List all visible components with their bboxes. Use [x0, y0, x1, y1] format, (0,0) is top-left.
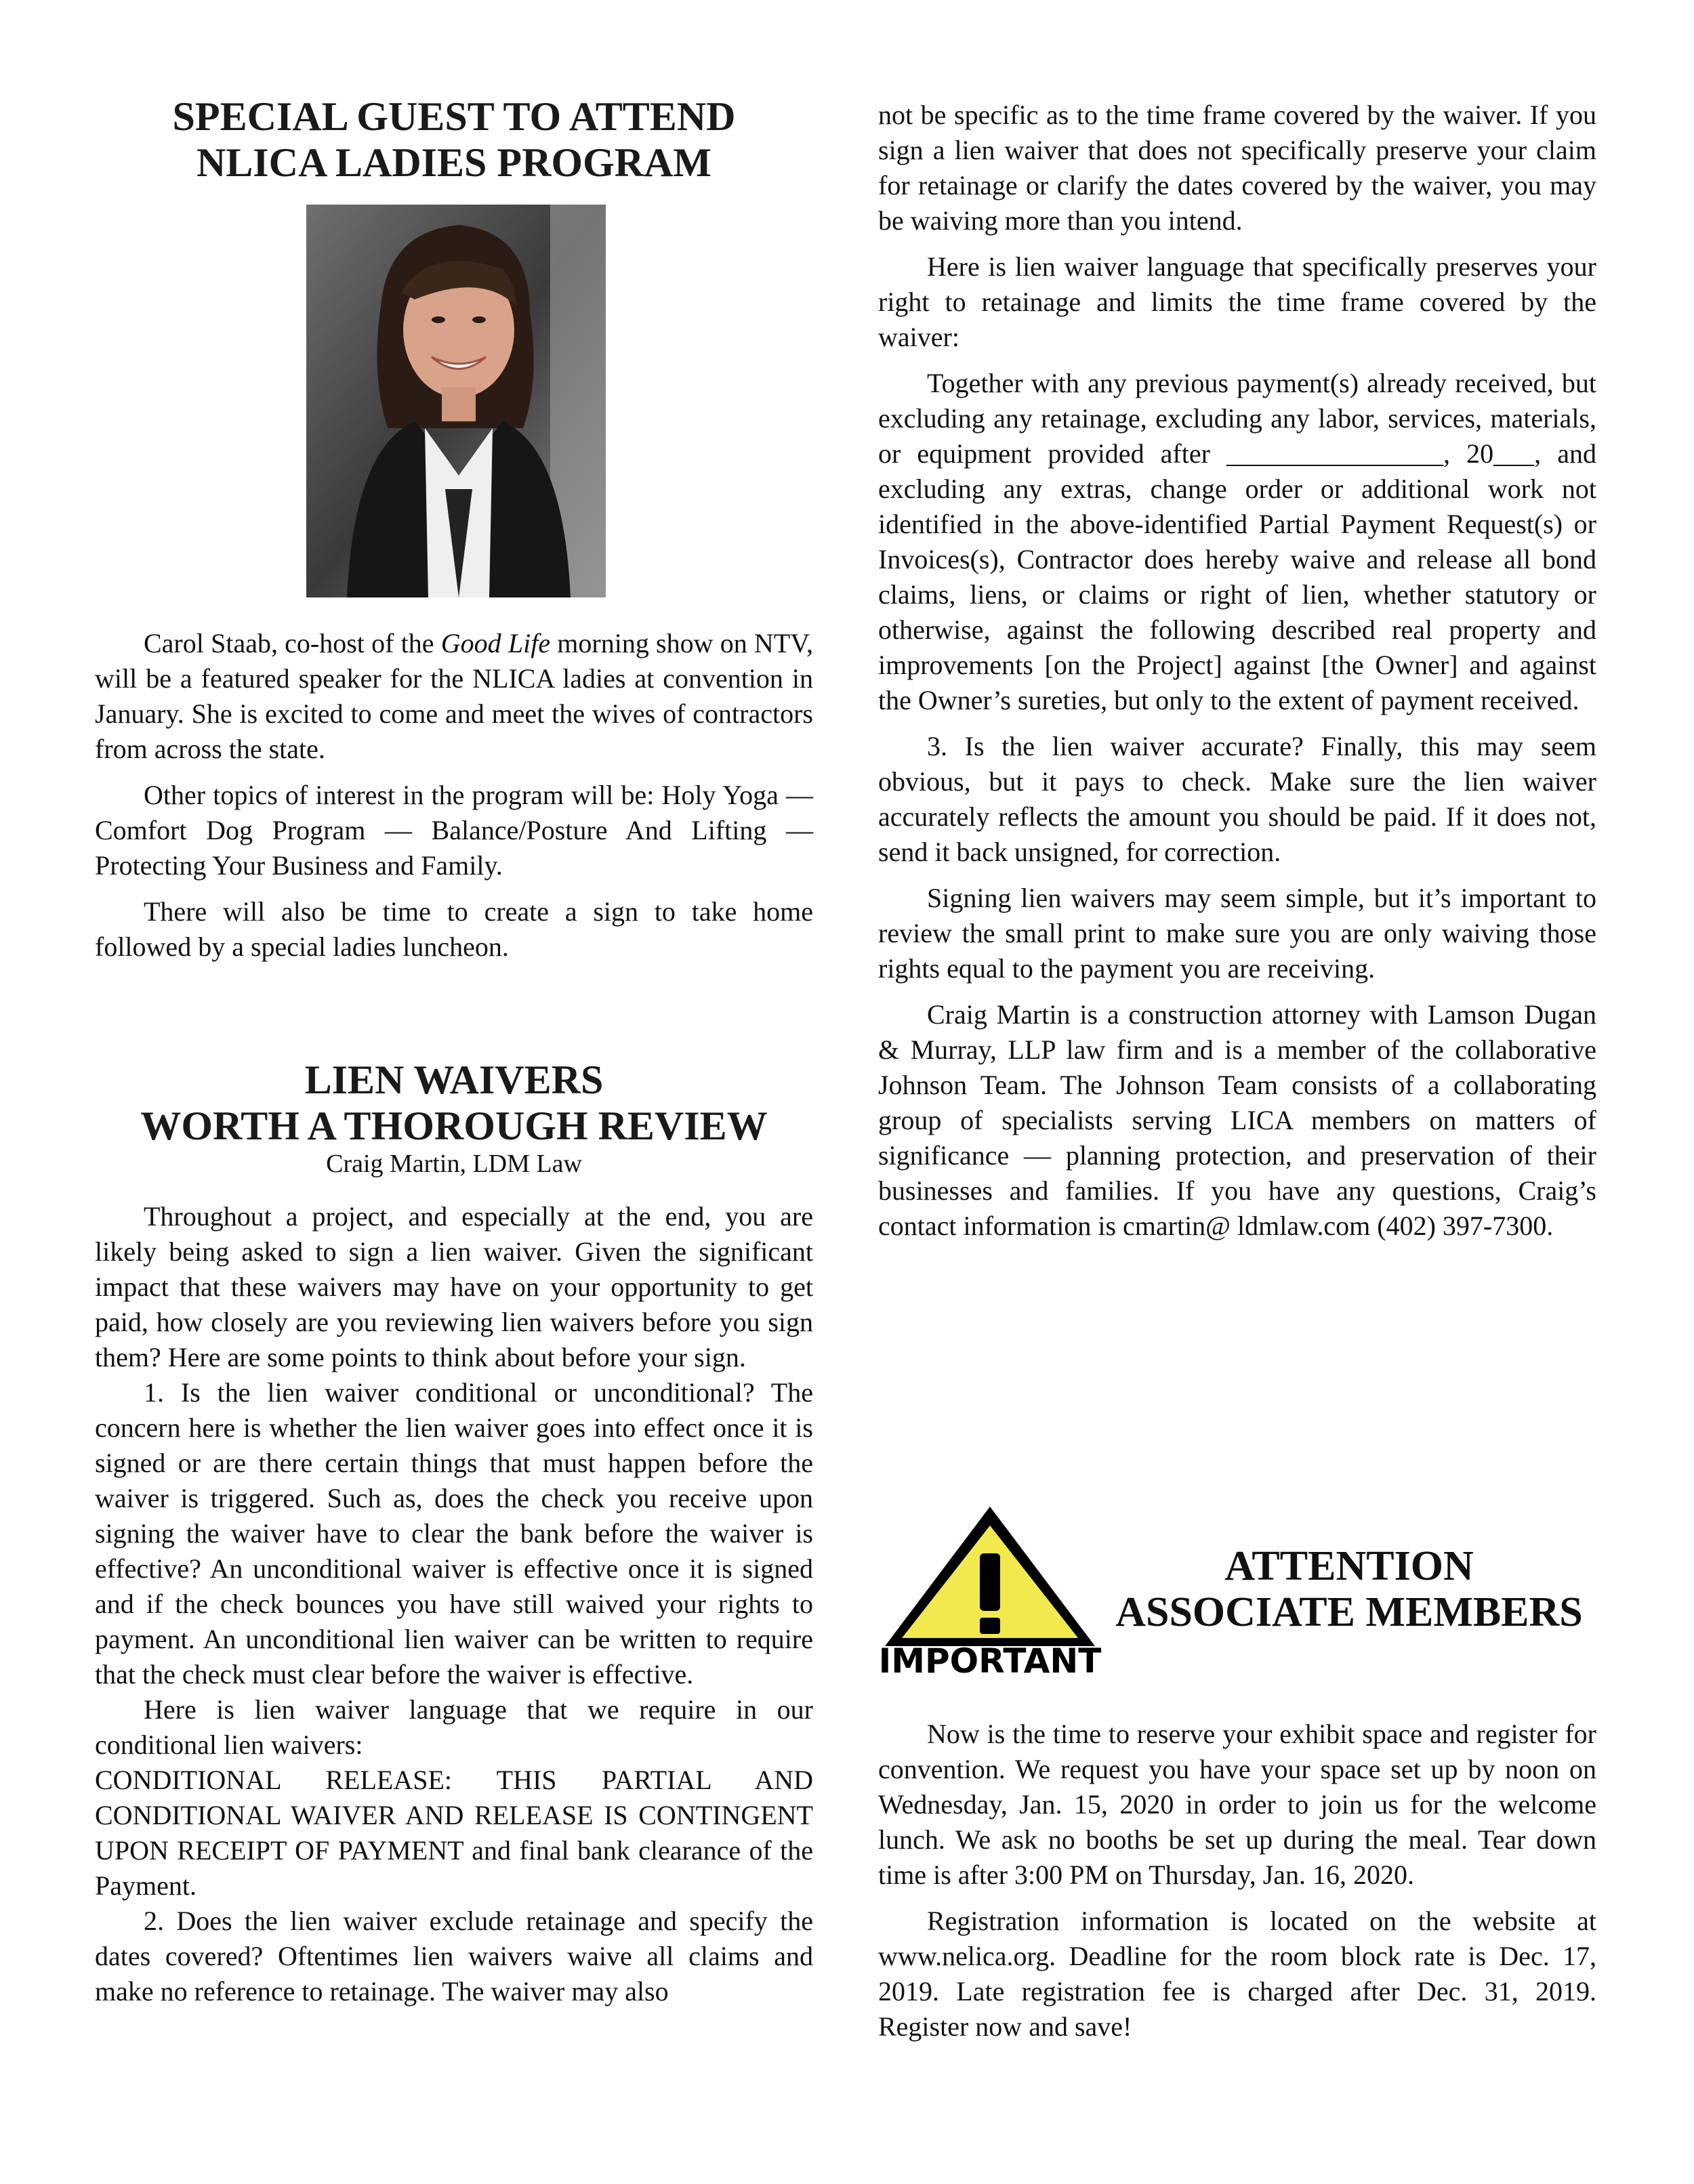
- guest-paragraph-3: There will also be time to create a sign to take home followed by a special ladies luncheon.: [95, 896, 813, 962]
- lien-paragraph-3: Here is lien waiver language that we require in our conditional lien waivers:: [95, 1694, 813, 1760]
- attention-article-body: [878, 1717, 1596, 2055]
- lien-byline: Craig Martin, LDM Law: [326, 1150, 582, 1178]
- attention-paragraph-1: Now is the time to reserve your exhibit space and register for convention. We request you have your space set up by noon on Wednesday, Jan. 15, 2020 in order to join us for the welcome lunch. We ask no booths be set up during the meal. Tear down time is after 3:00 PM on Thursday, Jan. 16, 2020.: [878, 1719, 1596, 1890]
- guest-article-title: [95, 93, 813, 186]
- lien-paragraph-8: Together with any previous payment(s) already received, but excluding any retainage, excluding any labor, services, materials, or equipment provided after ________________, 20___, and excluding any extras, change order or additional work not identified in the above-identified Partial Payment Request(s) or Invoices(s), Contractor does hereby waive and release all bond claims, liens, or claims or right of lien, whether statutory or otherwise, against the following described real property and improvements [on the Project] against [the Owner] and against the Owner’s sureties, but only to the extent of payment received.: [878, 368, 1596, 715]
- lien-paragraph-11: Craig Martin is a construction attorney with Lamson Dugan & Murray, LLP law firm and is a member of the collaborative Johnson Team. The Johnson Team consists of a collaborating group of specialists serving LICA members on matters of significance — planning protection, and preservation of their businesses and families. If you have any questions, Craig’s contact information is cmartin@ ldmlaw.com (402) 397-7300.: [878, 999, 1596, 1241]
- guest-article-body: [95, 626, 813, 975]
- lien-article-body-left: [95, 1199, 813, 2009]
- attention-paragraph-2: Registration information is located on the website at www.nelica.org. Deadline for the room block rate is Dec. 17, 2019. Late registration fee is charged after Dec. 31, 2019. Register now and save!: [878, 1906, 1596, 2042]
- important-label: IMPORTANT: [878, 1641, 1102, 1681]
- guest-p1-text-a: Carol Staab, co-host of the: [144, 628, 441, 658]
- speaker-portrait: [306, 205, 606, 597]
- lien-paragraph-4: CONDITIONAL RELEASE: THIS PARTIAL AND CONDITIONAL WAIVER AND RELEASE IS CONTINGENT UPON RECEIPT OF PAYMENT and final bank clearance of the Payment.: [95, 1765, 813, 1901]
- show-name: Good Life: [440, 628, 551, 658]
- lien-paragraph-5: 2. Does the lien waiver exclude retainage and specify the dates covered? Oftentimes lien waivers waive all claims and make no reference to retainage. The waiver may also: [95, 1906, 813, 2007]
- lien-paragraph-10: Signing lien waivers may seem simple, but it’s important to review the small print to make sure you are only waiving those rights equal to the payment you are receiving.: [878, 883, 1596, 984]
- guest-paragraph-2: Other topics of interest in the program will be: Holy Yoga — Comfort Dog Program — Balance/Posture And Lifting — Protecting Your Business and Family.: [95, 780, 813, 881]
- lien-title-line-1: LIEN WAIVERS: [304, 1057, 604, 1102]
- lien-paragraph-1: Throughout a project, and especially at the end, you are likely being asked to sign a lien waiver. Given the significant impact that these waivers may have on your opportunity to get paid, how closely are you reviewing lien waivers before you sign them? Here are some points to think about before your sign.: [95, 1201, 813, 1372]
- lien-paragraph-9: 3. Is the lien waiver accurate? Finally, this may seem obvious, but it pays to check. Make sure the lien waiver accurately reflects the amount you should be paid. If it does not, send it back unsigned, for correction.: [878, 731, 1596, 867]
- lien-paragraph-6: not be specific as to the time frame covered by the waiver. If you sign a lien waiver that does not specifically preserve your claim for retainage or clarify the dates covered by the waiver, you may be waiving more than you intend.: [878, 100, 1596, 236]
- guest-p1-text-b: morning show on NTV, will be a featured speaker for the NLICA ladies at convention in January. She is excited to come and meet the wives of contractors from across the state.: [95, 628, 813, 764]
- guest-title-line-1: SPECIAL GUEST TO ATTEND: [172, 94, 736, 139]
- guest-paragraph-1: [95, 626, 813, 767]
- attention-article-title: [1102, 1543, 1596, 1635]
- lien-article-body-right: [878, 98, 1596, 1255]
- attention-title-line-1: ATTENTION: [1224, 1543, 1474, 1589]
- lien-article-title: [95, 1057, 813, 1179]
- lien-paragraph-2: 1. Is the lien waiver conditional or unconditional? The concern here is whether the lien waiver goes into effect once it is signed or are there certain things that must happen before the waiver is triggered. Such as, does the check you receive upon signing the waiver have to clear the bank before the waiver is effective? An unconditional waiver is effective once it is signed and if the check bounces you have still waived your rights to payment. An unconditional lien waiver can be written to require that the check must clear before the waiver is effective.: [95, 1377, 813, 1689]
- guest-title-line-2: NLICA LADIES PROGRAM: [196, 140, 712, 185]
- lien-paragraph-7: Here is lien waiver language that specifically preserves your right to retainage and limits the time frame covered by the waiver:: [878, 251, 1596, 352]
- lien-title-line-2: WORTH A THOROUGH REVIEW: [140, 1104, 768, 1148]
- attention-title-line-2: ASSOCIATE MEMBERS: [1115, 1589, 1583, 1635]
- speaker-portrait-image: [306, 205, 606, 597]
